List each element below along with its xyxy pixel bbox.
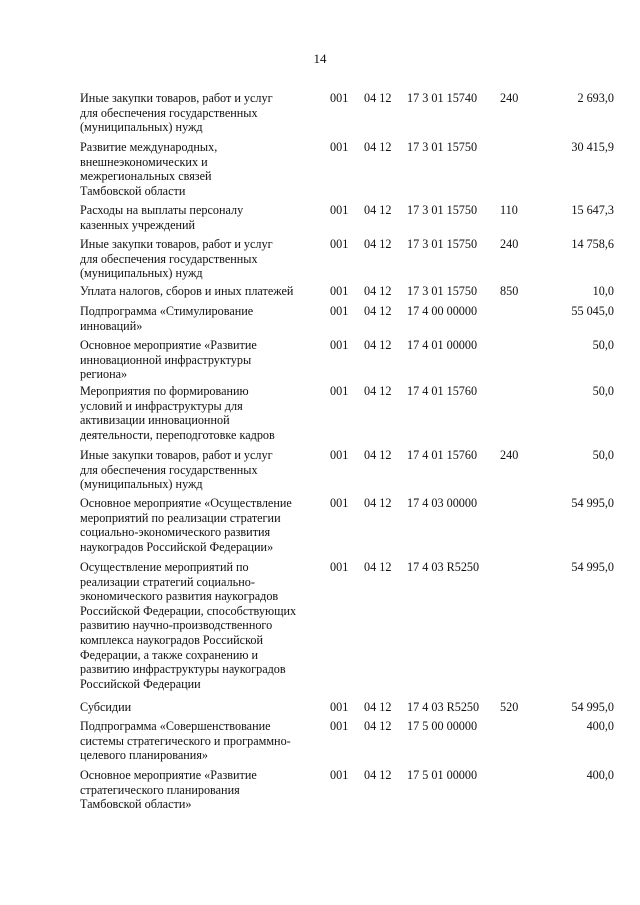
row-amount: 15 647,3 — [571, 203, 614, 217]
row-code-target: 17 3 01 15750 — [407, 203, 478, 217]
row-name: Субсидии — [80, 700, 132, 714]
row-code-admin: 001 — [330, 719, 349, 733]
row-name: Осуществление мероприятий по реализации стратегий социально- экономического развития наукоградов Российской Федерации, способствующих развитию научно-производственного комплекса наукоградов Российской Федерации, а также сохранению и развитию инфраструктуры наукоградов Российской Федерации — [80, 560, 297, 691]
row-code-admin: 001 — [330, 768, 349, 782]
row-code-admin: 001 — [330, 237, 349, 251]
row-name: Уплата налогов, сборов и иных платежей — [80, 284, 294, 298]
table-row — [80, 560, 614, 691]
row-code-target: 17 4 01 15760 — [407, 384, 478, 398]
row-code-target: 17 3 01 15750 — [407, 237, 478, 251]
row-code-type: 240 — [500, 237, 519, 251]
row-code-admin: 001 — [330, 284, 349, 298]
row-code-type: 240 — [500, 448, 519, 462]
row-code-admin: 001 — [330, 304, 349, 318]
row-code-target: 17 3 01 15750 — [407, 284, 478, 298]
row-code-target: 17 4 03 R5250 — [407, 560, 480, 574]
table-row — [80, 384, 614, 444]
row-name: Расходы на выплаты персоналу казенных учреждений — [80, 203, 244, 232]
row-name: Иные закупки товаров, работ и услуг для обеспечения государственных (муниципальных) нужд — [80, 448, 273, 492]
row-code-admin: 001 — [330, 496, 349, 510]
row-code-section: 04 12 — [364, 768, 392, 782]
row-code-type: 520 — [500, 700, 519, 714]
row-amount: 30 415,9 — [571, 140, 614, 154]
row-code-section: 04 12 — [364, 560, 392, 574]
row-amount: 55 045,0 — [571, 304, 614, 318]
row-amount: 400,0 — [586, 719, 614, 733]
table-row — [80, 496, 614, 556]
row-name: Подпрограмма «Стимулирование инноваций» — [80, 304, 254, 333]
row-code-section: 04 12 — [364, 140, 392, 154]
row-amount: 400,0 — [586, 768, 614, 782]
row-amount: 50,0 — [592, 448, 614, 462]
row-code-section: 04 12 — [364, 284, 392, 298]
row-amount: 54 995,0 — [571, 496, 614, 510]
row-code-section: 04 12 — [364, 384, 392, 398]
row-code-section: 04 12 — [364, 304, 392, 318]
row-name: Основное мероприятие «Развитие инновационной инфраструктуры региона» — [80, 338, 257, 382]
row-amount: 50,0 — [592, 384, 614, 398]
page-number: 14 — [313, 51, 327, 66]
row-code-admin: 001 — [330, 384, 349, 398]
row-code-target: 17 4 03 00000 — [407, 496, 478, 510]
row-name: Подпрограмма «Совершенствование системы стратегического и программно- целевого планирования» — [80, 719, 291, 763]
row-code-admin: 001 — [330, 560, 349, 574]
row-name: Иные закупки товаров, работ и услуг для обеспечения государственных (муниципальных) нужд — [80, 237, 273, 281]
row-code-target: 17 4 00 00000 — [407, 304, 478, 318]
row-amount: 14 758,6 — [571, 237, 614, 251]
row-amount: 50,0 — [592, 338, 614, 352]
row-name: Мероприятия по формированию условий и инфраструктуры для активизации инновационной деятельности, переподготовке кадров — [80, 384, 275, 442]
row-code-admin: 001 — [330, 700, 349, 714]
row-code-target: 17 3 01 15740 — [407, 91, 478, 105]
row-code-target: 17 5 01 00000 — [407, 768, 478, 782]
row-code-target: 17 4 01 15760 — [407, 448, 478, 462]
row-name: Основное мероприятие «Развитие стратегического планирования Тамбовской области» — [80, 768, 257, 812]
row-code-section: 04 12 — [364, 338, 392, 352]
table-row — [80, 140, 614, 200]
row-code-target: 17 4 01 00000 — [407, 338, 478, 352]
row-amount: 54 995,0 — [571, 700, 614, 714]
row-code-admin: 001 — [330, 91, 349, 105]
row-code-type: 110 — [500, 203, 518, 217]
row-code-section: 04 12 — [364, 700, 392, 714]
row-code-type: 240 — [500, 91, 519, 105]
row-code-admin: 001 — [330, 140, 349, 154]
row-code-section: 04 12 — [364, 203, 392, 217]
row-code-section: 04 12 — [364, 91, 392, 105]
row-amount: 10,0 — [592, 284, 614, 298]
row-code-type: 850 — [500, 284, 519, 298]
row-code-admin: 001 — [330, 203, 349, 217]
row-name: Иные закупки товаров, работ и услуг для обеспечения государственных (муниципальных) нужд — [80, 91, 273, 135]
row-code-section: 04 12 — [364, 496, 392, 510]
row-amount: 54 995,0 — [571, 560, 614, 574]
row-code-section: 04 12 — [364, 237, 392, 251]
row-code-target: 17 4 03 R5250 — [407, 700, 480, 714]
row-code-admin: 001 — [330, 448, 349, 462]
row-amount: 2 693,0 — [577, 91, 614, 105]
row-name: Основное мероприятие «Осуществление мероприятий по реализации стратегии социально-экономического развития наукоградов Российской Федерации» — [80, 496, 292, 554]
row-code-admin: 001 — [330, 338, 349, 352]
row-code-section: 04 12 — [364, 719, 392, 733]
table-row — [80, 768, 614, 828]
row-code-section: 04 12 — [364, 448, 392, 462]
row-code-target: 17 3 01 15750 — [407, 140, 478, 154]
row-code-target: 17 5 00 00000 — [407, 719, 478, 733]
row-name: Развитие международных, внешнеэкономических и межрегиональных связей Тамбовской области — [80, 140, 218, 198]
